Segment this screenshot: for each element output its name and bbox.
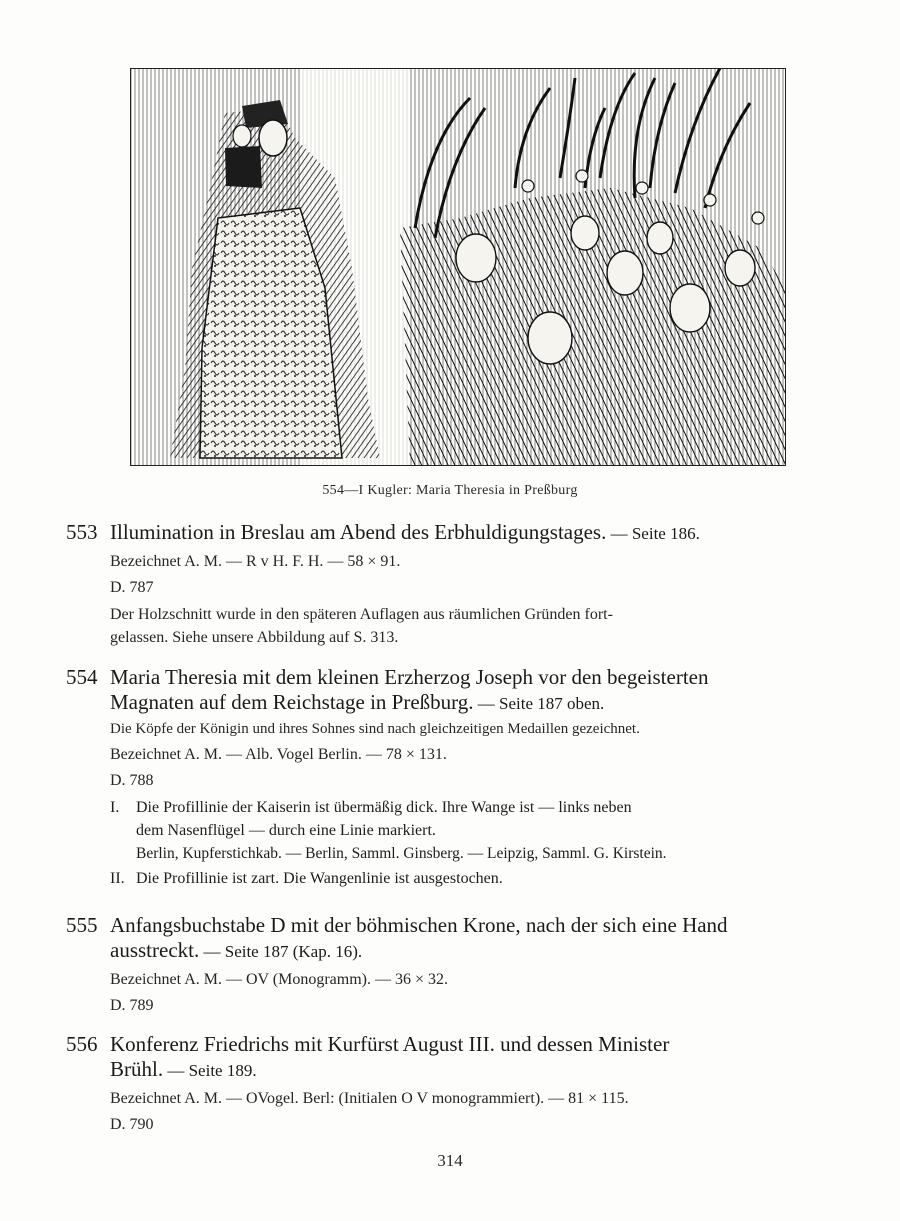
state-text: Die Profillinie der Kaiserin ist übermäßig dick. Ihre Wange ist — links neben xyxy=(136,799,632,816)
entry-title-line: Anfangsbuchstabe D mit der böhmischen Krone, nach der sich eine Hand xyxy=(110,913,728,937)
page-reference: — Seite 187 (Kap. 16). xyxy=(199,942,363,961)
catalog-entry-553 xyxy=(66,520,816,649)
signature-line: Bezeichnet A. M. — Alb. Vogel Berlin. — 78 × 131. xyxy=(110,746,447,763)
state-item xyxy=(110,796,816,865)
state-label: II. xyxy=(110,870,125,887)
d-number: D. 787 xyxy=(110,579,154,596)
state-provenance: Berlin, Kupferstichkab. — Berlin, Samml. Ginsberg. — Leipzig, Samml. G. Kirstein. xyxy=(136,845,667,862)
entry-heading xyxy=(66,1032,816,1083)
entry-heading xyxy=(66,913,816,964)
catalog-entry-554 xyxy=(66,665,816,890)
state-item xyxy=(110,867,816,890)
entry-title-line: ausstreckt. xyxy=(110,938,200,962)
entry-title-line: Brühl. xyxy=(110,1057,164,1081)
signature-line: Bezeichnet A. M. — OV (Monogramm). — 36 × 32. xyxy=(110,971,449,988)
signature-line: Bezeichnet A. M. — R v H. F. H. — 58 × 91. xyxy=(110,553,401,570)
d-number: D. 790 xyxy=(110,1116,154,1133)
state-label: I. xyxy=(110,799,120,816)
state-text: dem Nasenflügel — durch eine Linie markiert. xyxy=(136,822,436,839)
note-line: Die Köpfe der Königin und ihres Sohnes sind nach gleichzeitigen Medaillen gezeichnet. xyxy=(110,721,640,737)
state-text: Die Profillinie ist zart. Die Wangenlinie ist ausgestochen. xyxy=(136,870,503,887)
entry-number: 555 xyxy=(66,913,98,937)
d-number: D. 789 xyxy=(110,997,154,1014)
entry-title-line: Maria Theresia mit dem kleinen Erzherzog Joseph vor den begeisterten xyxy=(110,665,709,689)
entry-title-line: Magnaten auf dem Reichstage in Preßburg. xyxy=(110,690,474,714)
figure-caption: 554—I Kugler: Maria Theresia in Preßburg xyxy=(322,483,578,498)
signature-line: Bezeichnet A. M. — OVogel. Berl: (Initialen O V monogrammiert). — 81 × 115. xyxy=(110,1090,629,1107)
d-number: D. 788 xyxy=(110,772,154,789)
entry-title-line: Konferenz Friedrichs mit Kurfürst August III. und dessen Minister xyxy=(110,1032,670,1056)
page-reference: — Seite 186. xyxy=(606,524,700,543)
page-reference: — Seite 187 oben. xyxy=(473,694,605,713)
entry-title: Illumination in Breslau am Abend des Erbhuldigungstages. xyxy=(110,520,607,544)
catalog-entry-555 xyxy=(66,913,816,1017)
page-reference: — Seite 189. xyxy=(163,1061,257,1080)
entry-number: 553 xyxy=(66,520,98,544)
note-line: Der Holzschnitt wurde in den späteren Auflagen aus räumlichen Gründen fort- xyxy=(110,606,613,623)
catalog-entry-556 xyxy=(66,1032,816,1136)
entry-heading xyxy=(66,665,816,716)
page-number: 314 xyxy=(437,1151,463,1170)
entry-heading xyxy=(66,520,816,546)
entry-number: 556 xyxy=(66,1032,98,1056)
woodcut-illustration xyxy=(130,68,786,466)
note-line: gelassen. Siehe unsere Abbildung auf S. 313. xyxy=(110,629,399,646)
entry-number: 554 xyxy=(66,665,98,689)
